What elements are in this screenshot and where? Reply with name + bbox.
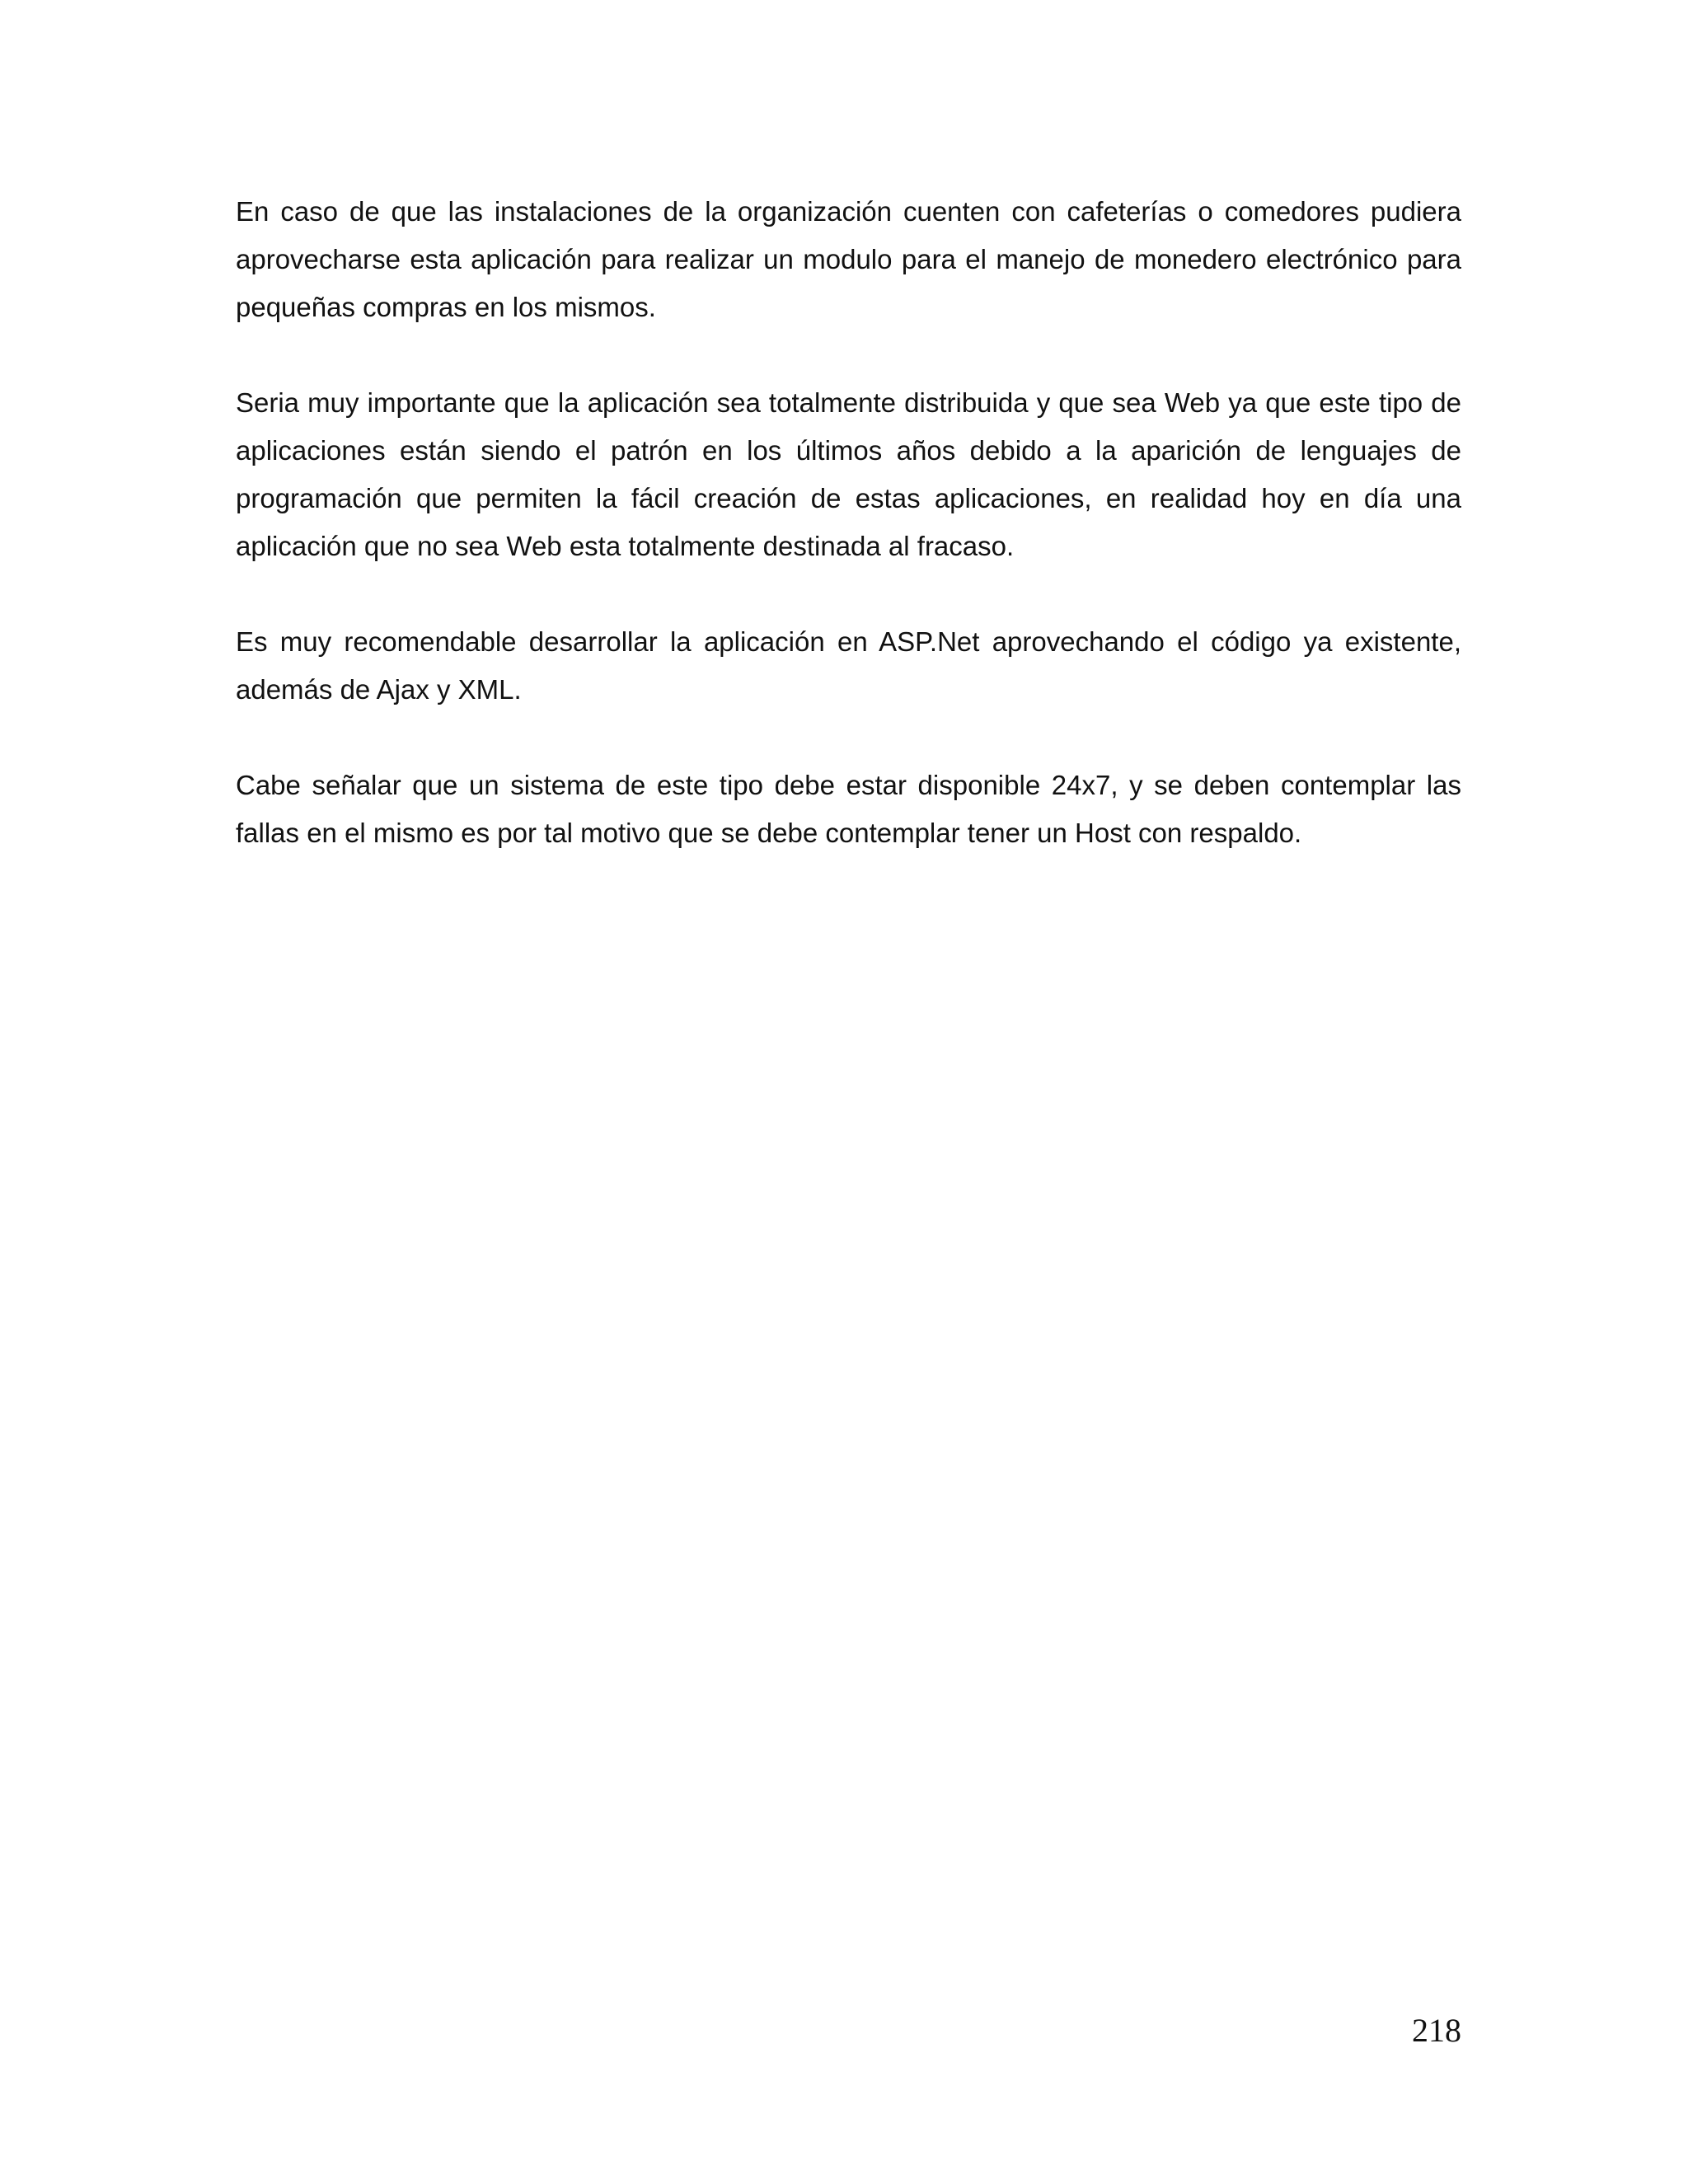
paragraph-asp-net: Es muy recomendable desarrollar la aplicación en ASP.Net aprovechando el código ya existente, además de Ajax y XML. [236,626,1461,705]
paragraph-availability: Cabe señalar que un sistema de este tipo debe estar disponible 24x7, y se deben contemplar las fallas en el mismo es por tal motivo que se debe contemplar tener un Host con respaldo. [236,770,1461,848]
paragraph-web-application: Seria muy importante que la aplicación sea totalmente distribuida y que sea Web ya que este tipo de aplicaciones están siendo el patrón en los últimos años debido a la aparición de lenguajes de programación que permiten la fácil creación de estas aplicaciones, en realidad hoy en día una aplicación que no sea Web esta totalmente destinada al fracaso. [236,387,1461,561]
paragraph-cafeterias: En caso de que las instalaciones de la organización cuenten con cafeterías o comedores pudiera aprovecharse esta aplicación para realizar un modulo para el manejo de monedero electrónico para pequeñas compras en los mismos. [236,196,1461,322]
body-text [236,188,1461,905]
page-number: 218 [1412,2012,1461,2049]
